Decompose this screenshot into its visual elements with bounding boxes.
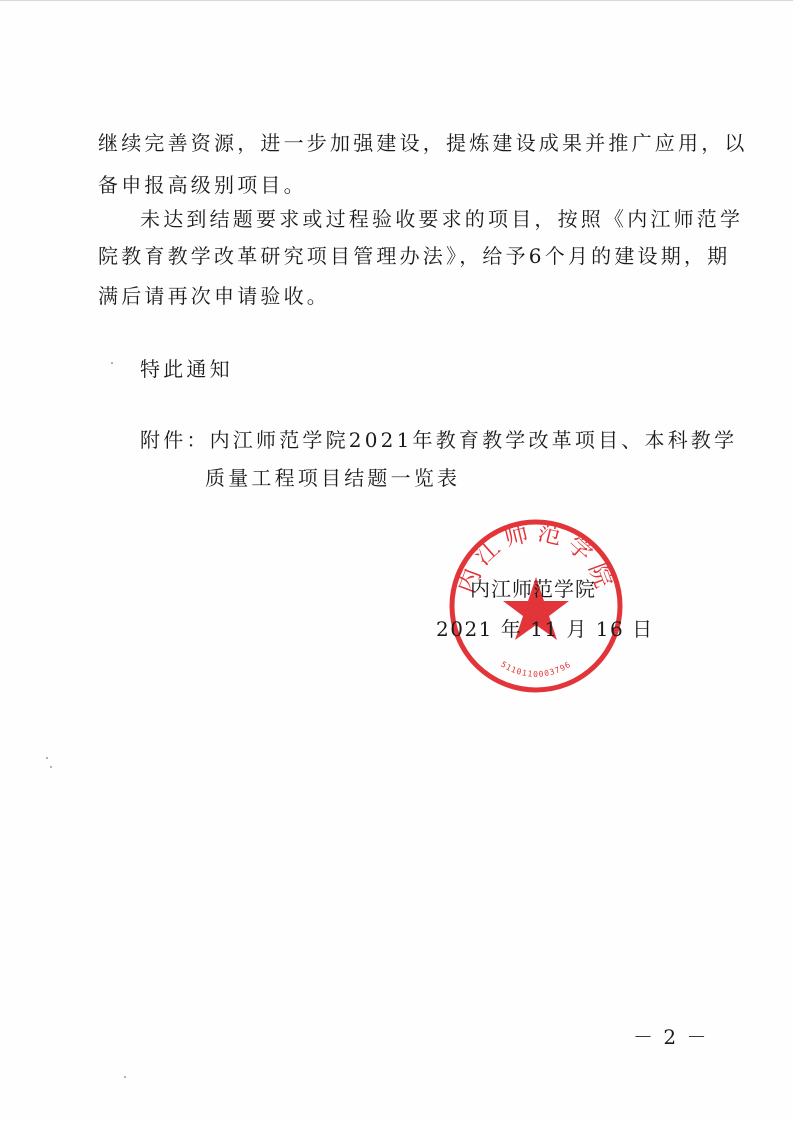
seal-name-text: 内江师范学院 [452, 517, 620, 598]
scan-speck [111, 362, 113, 364]
scan-speck [124, 1076, 126, 1078]
scan-speck [50, 766, 52, 768]
notice-text: 特此通知 [140, 357, 233, 381]
paragraph-line: 院教育教学改革研究项目管理办法》，给予6个月的建设期，期 [98, 244, 731, 268]
official-seal-icon [447, 517, 625, 695]
scan-edge-line [0, 0, 793, 1]
signature-org: 内江师范学院 [470, 577, 596, 601]
paragraph-line: 满后请再次申请验收。 [98, 284, 330, 308]
svg-text:5110110003796 [499, 660, 573, 679]
signature-date: 2021 年 11 月 16 日 [436, 617, 654, 641]
paragraph-line: 备申报高级别项目。 [98, 173, 307, 197]
scan-speck [46, 757, 48, 759]
seal-serial-text: 5110110003796 [499, 659, 573, 679]
paragraph-line: 未达到结题要求或过程验收要求的项目，按照《内江师范学 [140, 207, 744, 231]
attachment-line: 质量工程项目结题一览表 [205, 466, 461, 490]
paragraph-line: 继续完善资源，进一步加强建设，提炼建设成果并推广应用，以 [98, 131, 748, 155]
attachment-line: 附件：内江师范学院2021年教育教学改革项目、本科教学 [140, 428, 738, 452]
page-number: － 2 － [633, 1025, 709, 1049]
